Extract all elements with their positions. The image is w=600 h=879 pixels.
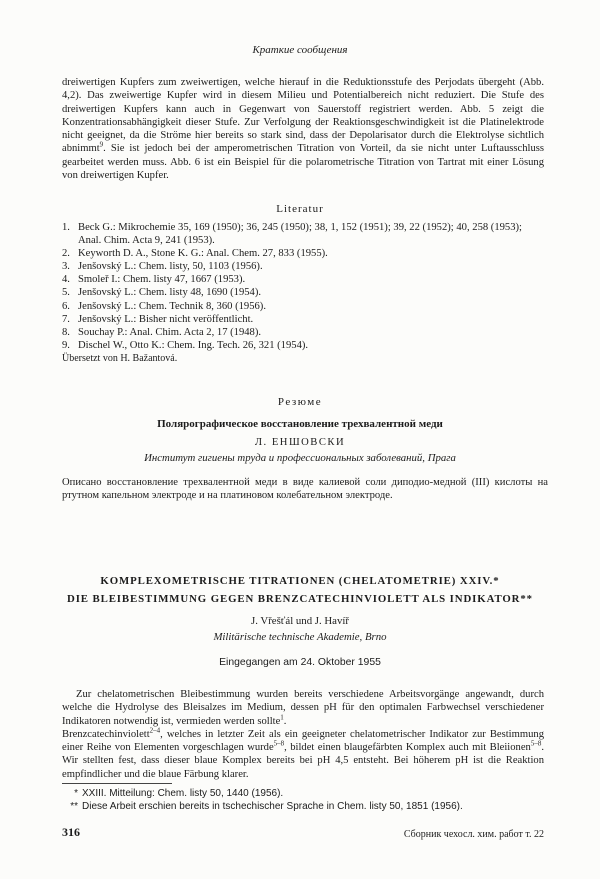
resume-author: Л. ЕНШОВСКИ — [254, 437, 346, 448]
running-head: Краткие сообщения — [252, 44, 348, 56]
reference-item — [62, 326, 544, 339]
resume-title: Полярографическое восстановление трехвалентной меди — [157, 418, 443, 430]
article-authors: J. Vřešťál und J. Havíř — [251, 615, 349, 627]
footnote-text: Diese Arbeit erschien bereits in tschechischer Sprache in Chem. listy 50, 1851 (1956). — [82, 801, 463, 812]
reference-number: 3. — [62, 261, 70, 273]
footnote — [62, 787, 544, 800]
paragraph-text: . Wir stellten fest, dass dieser blaue Komplex bereits bei pH 4,5 entsteht. Bei höherem pH ist die Reaktion empfindlicher und die blaue Färbung klarer. — [62, 742, 544, 780]
paragraph-text: Zur chelatometrischen Bleibestimmung wurden bereits verschiedene Arbeitsvorgänge angewandt, durch welche die Hydrolyse des Bleisalzes im Medium, dessen pH für den optimalen Farbwechsel verschiedener Indikatoren notwendig ist, vermieden werden sollte — [62, 689, 544, 727]
citation-superscript: 9 — [99, 140, 104, 149]
paragraph-text: . Sie ist jedoch bei der amperometrischen Titration von Vorteil, da sie nicht unter Luftausschluss gearbeitet werden muss. Abb. 6 ist ein Beispiel für die polarometrische Titration von Tartrat mit einer Lösung von dreiwertigen Kupfer. — [62, 143, 544, 182]
footnotes — [62, 787, 544, 813]
footnote-mark: ** — [70, 801, 78, 812]
translator-note: Übersetzt von H. Bažantová. — [62, 353, 178, 364]
reference-text: Jenšovský L.: Chem. listy 48, 1690 (1954). — [78, 287, 262, 299]
reference-number: 2. — [62, 248, 70, 260]
paragraph-text: , bildet einen blaugefärbten Komplex auch mit Bleiionen — [284, 742, 531, 754]
journal-footer: Сборник чехосл. хим. работ т. 22 — [403, 829, 544, 840]
resume-institution: Институт гигиены труда и профессиональных заболеваний, Прага — [144, 452, 456, 464]
reference-text: Beck G.: Mikrochemie 35, 169 (1950); 36, 245 (1950); 38, 1, 152 (1951); 39, 22 (1952); 40, 258 (1953); Anal. Chim. Acta 9, 241 (1953). — [78, 222, 522, 247]
reference-number: 5. — [62, 287, 70, 299]
reference-item — [62, 247, 544, 260]
reference-text: Keyworth D. A., Stone K. G.: Anal. Chem. 27, 833 (1955). — [78, 248, 328, 260]
article-paragraph — [62, 688, 544, 728]
footnote-divider — [62, 783, 172, 784]
resume-abstract: Описано восстановление трехвалентной меди в виде калиевой соли диподио-медной (III) кислоты на ртутном капельном электроде и на платиновом колебательном электроде. — [62, 477, 548, 502]
reference-number: 9. — [62, 339, 70, 351]
reference-number: 6. — [62, 300, 70, 312]
reference-number: 1. — [62, 222, 70, 233]
footnote — [62, 800, 544, 813]
paragraph-text: . — [283, 715, 287, 727]
citation-superscript: 1 — [280, 713, 284, 722]
paragraph-text: dreiwertigen Kupfers zum zweiwertigen, welche hierauf in die Reduktionsstufe des Perjodats übergeht (Abb. 4,2). Das zweiwertige Kupfer wird in diesem Milieu und Potentialbereich nicht reduziert. Die Stufe des dreiwertigen Kupfers kann auch in Gegenwart von Sauerstoff registriert werden. Abb. 5 zeigt die Konzentrationsabhängigkeit dieser Stufe. Zur Verfolgung der Reaktionsgeschwindigkeit ist die Platinelektrode nicht geeignet, da die Ströme hier bereits so stark sind, dass der Depolarisator durch die Elektrolyse sichtlich abnimmt — [62, 77, 544, 155]
reference-number: 4. — [62, 274, 70, 286]
reference-item — [62, 260, 544, 273]
footnote-text: XXIII. Mitteilung: Chem. listy 50, 1440 (1956). — [82, 788, 284, 799]
reference-text: Jenšovský L.: Chem. listy, 50, 1103 (1956). — [78, 261, 263, 273]
citation-superscript: 5–8 — [530, 739, 542, 748]
reference-item — [62, 339, 544, 352]
reference-item — [62, 286, 544, 299]
reference-text: Dischel W., Otto K.: Chem. Ing. Tech. 26, 321 (1954). — [78, 339, 309, 351]
reference-list — [62, 221, 544, 352]
reference-item — [62, 313, 544, 326]
reference-number: 7. — [62, 313, 70, 325]
literature-heading: Literatur — [276, 203, 324, 215]
article-institution: Militärische technische Akademie, Brno — [213, 631, 387, 643]
reference-text: Jenšovský L.: Chem. Technik 8, 360 (1956). — [78, 300, 266, 312]
citation-superscript: 2–4 — [149, 726, 161, 735]
reference-item — [62, 221, 544, 247]
citation-superscript: 5–8 — [273, 739, 285, 748]
reference-item — [62, 273, 544, 286]
article-title-line-1: KOMPLEXOMETRISCHE TITRATIONEN (CHELATOMETRIE) XXIV.* — [100, 575, 500, 587]
article-body — [62, 688, 544, 781]
article-title-line-2: DIE BLEIBESTIMMUNG GEGEN BRENZCATECHINVIOLETT ALS INDIKATOR** — [67, 593, 533, 605]
article-paragraph — [62, 728, 544, 781]
continuation-paragraph — [62, 76, 544, 182]
reference-item — [62, 300, 544, 313]
reference-text: Souchay P.: Anal. Chim. Acta 2, 17 (1948). — [78, 326, 262, 338]
paragraph-text: Brenzcatechinviolett — [62, 728, 150, 740]
reference-text: Jenšovský L.: Bisher nicht veröffentlicht. — [78, 313, 254, 325]
reference-number: 8. — [62, 326, 70, 338]
paragraph-text: , welches in letzter Zeit als ein geeigneter chelatometrischer Indikator zur Bestimmung einer Reihe von Elementen vorgeschlagen wurde — [62, 728, 544, 754]
received-date: Eingegangen am 24. Oktober 1955 — [219, 657, 381, 668]
page-number: 316 — [62, 825, 80, 839]
footnote-mark: * — [74, 788, 78, 799]
reference-text: Smoleř I.: Chem. listy 47, 1667 (1953). — [78, 274, 246, 286]
resume-heading: Резюме — [277, 396, 323, 408]
